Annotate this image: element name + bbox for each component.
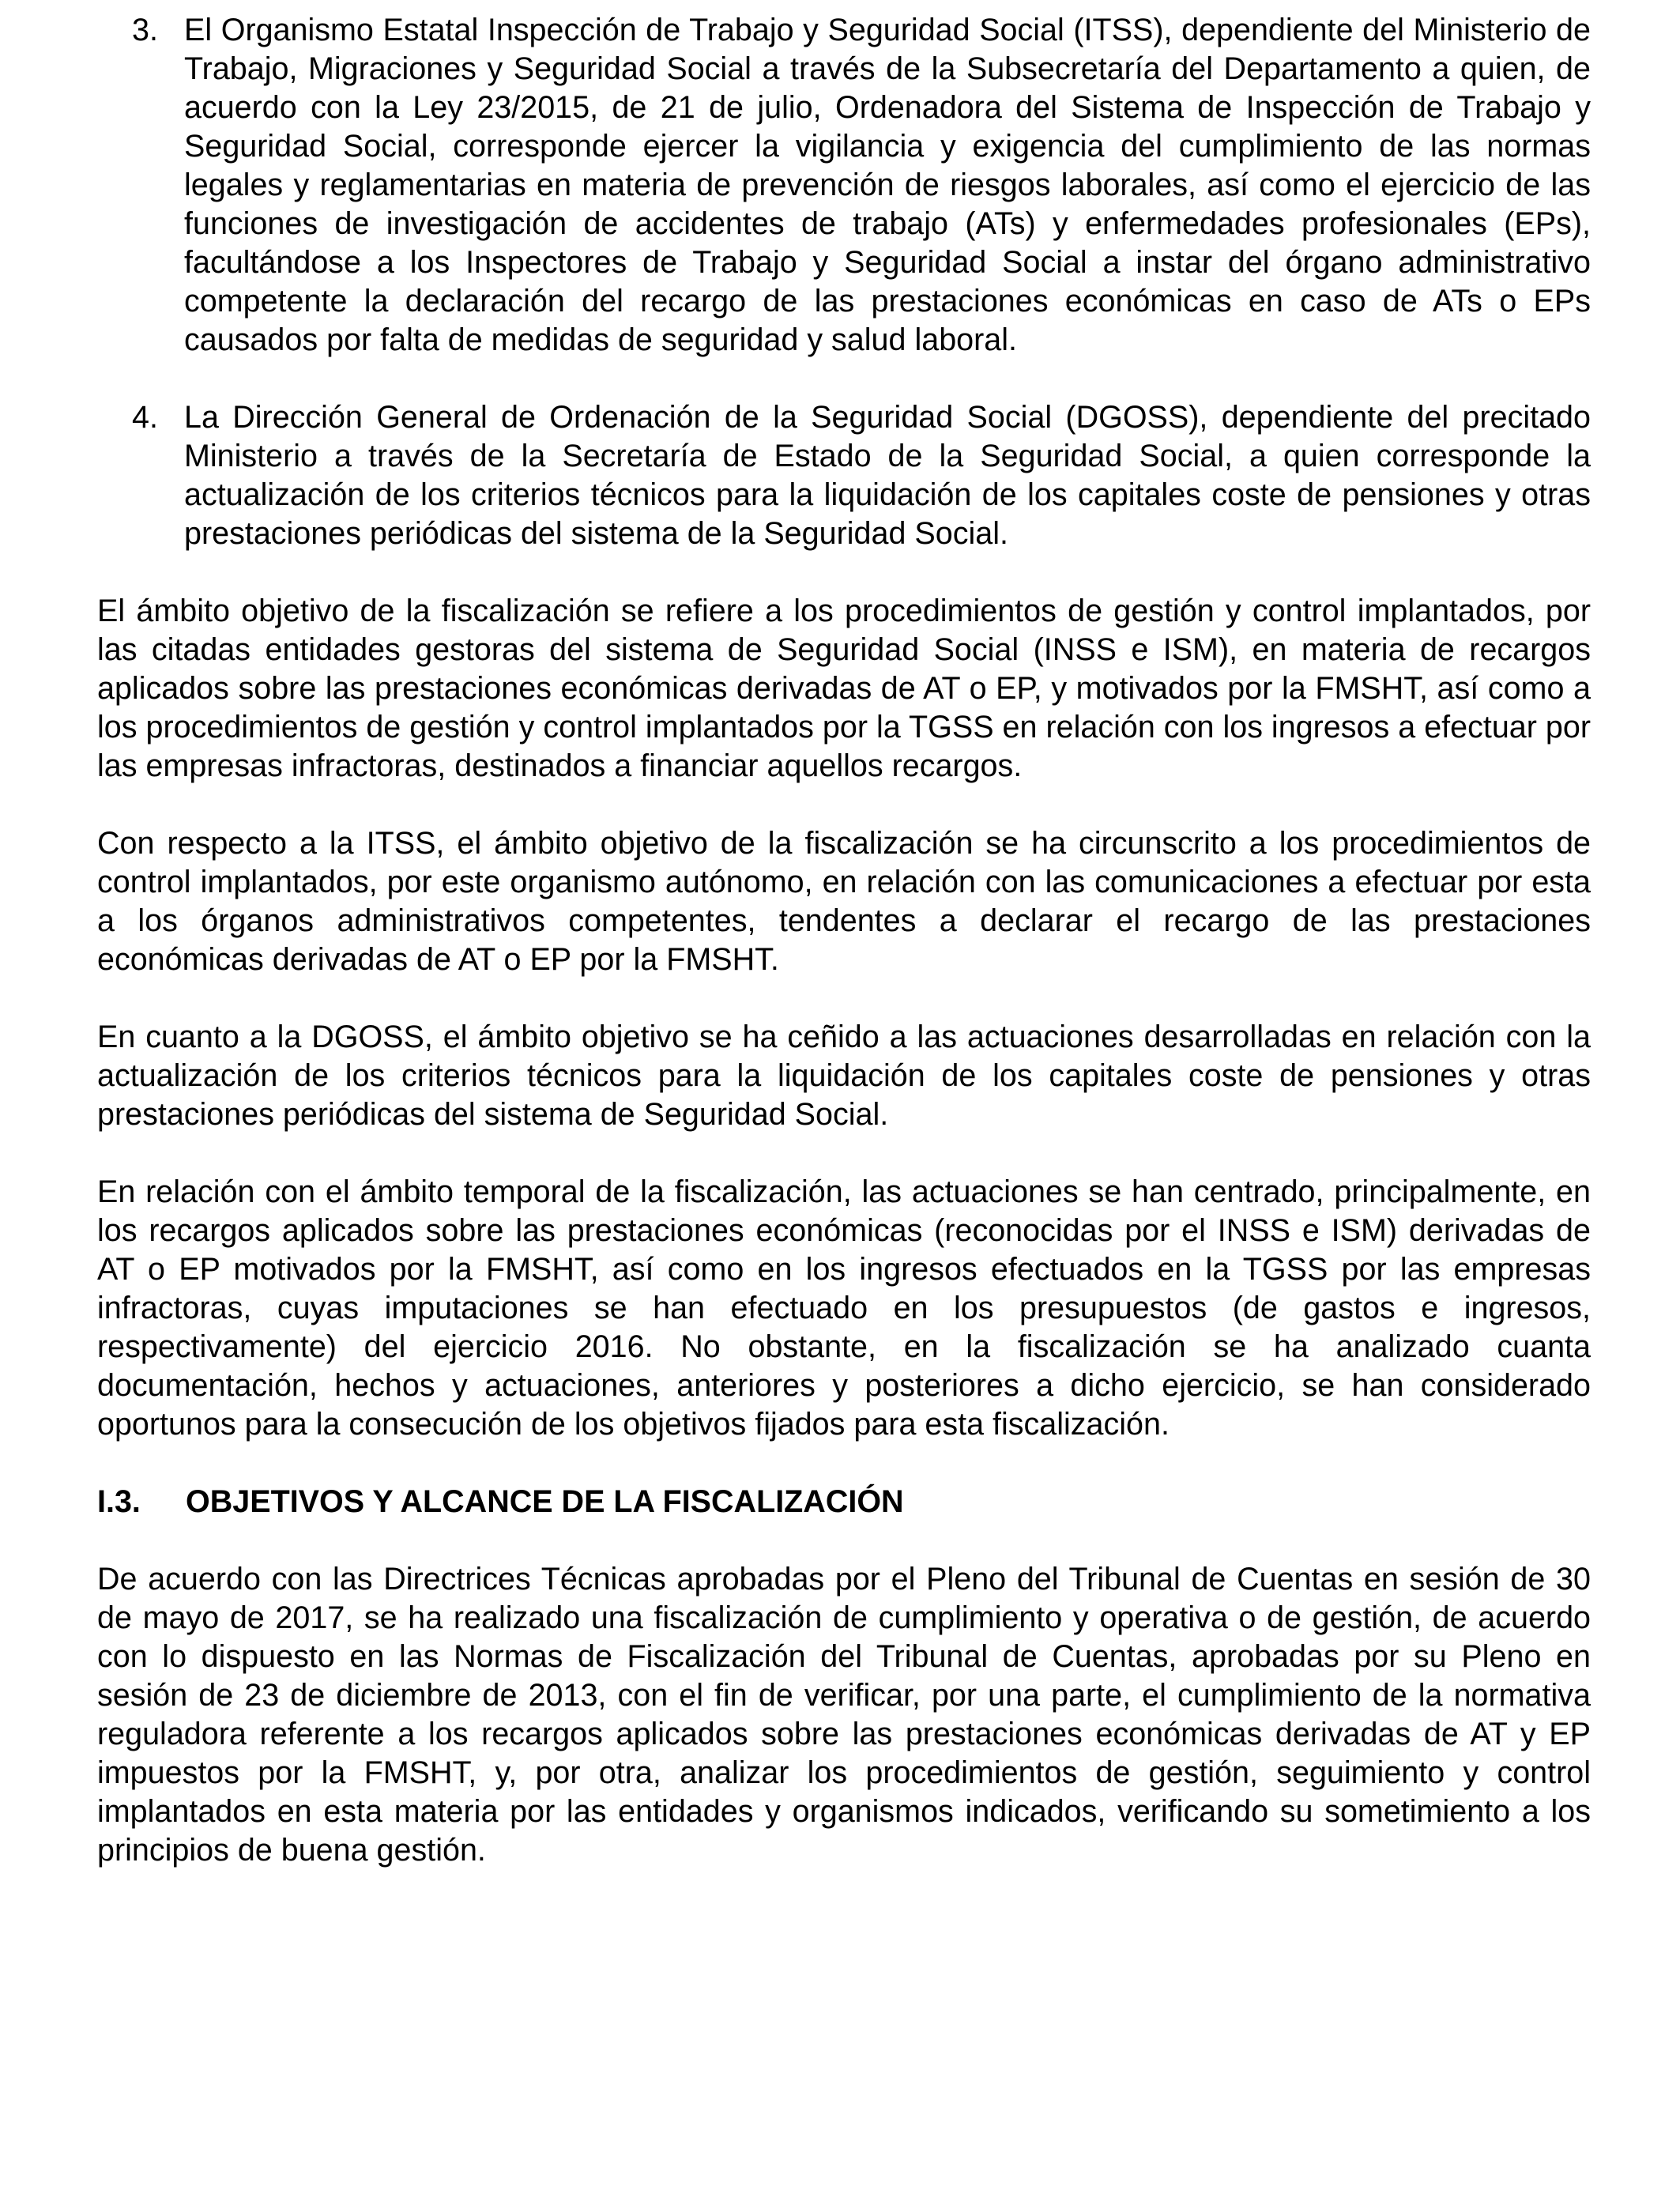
list-item-number: 3. [132, 13, 158, 47]
section-title: OBJETIVOS Y ALCANCE DE LA FISCALIZACIÓN [186, 1484, 904, 1519]
section-number: I.3. [97, 1484, 141, 1519]
list-item [97, 398, 1591, 553]
paragraph-scope-objective: El ámbito objetivo de la fiscalización se refiere a los procedimientos de gestión y control implantados, por las citadas entidades gestoras del sistema de Seguridad Social (INSS e ISM), en materia de recargos aplicados sobre las prestaciones económicas derivadas de AT o EP, y motivados por la FMSHT, así como a los procedimientos de gestión y control implantados por la TGSS en relación con los ingresos a efectuar por las empresas infractoras, destinados a financiar aquellos recargos. [97, 594, 1591, 783]
paragraph-scope-dgoss: En cuanto a la DGOSS, el ámbito objetivo se ha ceñido a las actuaciones desarrolladas en relación con la actualización de los criterios técnicos para la liquidación de los capitales coste de pensiones y otras prestaciones periódicas del sistema de Seguridad Social. [97, 1020, 1591, 1132]
list-item-text: El Organismo Estatal Inspección de Trabajo y Seguridad Social (ITSS), dependiente del Ministerio de Trabajo, Migraciones y Seguridad Social a través de la Subsecretaría del Departamento a quien, de acuerdo con la Ley 23/2015, de 21 de julio, Ordenadora del Sistema de Inspección de Trabajo y Seguridad Social, corresponde ejercer la vigilancia y exigencia del cumplimiento de las normas legales y reglamentarias en materia de prevención de riesgos laborales, así como el ejercicio de las funciones de investigación de accidentes de trabajo (ATs) y enfermedades profesionales (EPs), facultándose a los Inspectores de Trabajo y Seguridad Social a instar del órgano administrativo competente la declaración del recargo de las prestaciones económicas en caso de ATs o EPs causados por falta de medidas de seguridad y salud laboral. [184, 13, 1591, 357]
list-item [97, 11, 1591, 360]
list-item-number: 4. [132, 400, 158, 435]
paragraph-objectives: De acuerdo con las Directrices Técnicas aprobadas por el Pleno del Tribunal de Cuentas en sesión de 30 de mayo de 2017, se ha realizado una fiscalización de cumplimiento y operativa o de gestión, de acuerdo con lo dispuesto en las Normas de Fiscalización del Tribunal de Cuentas, aprobadas por su Pleno en sesión de 23 de diciembre de 2013, con el fin de verificar, por una parte, el cumplimiento de la normativa reguladora referente a los recargos aplicados sobre las prestaciones económicas derivadas de AT y EP impuestos por la FMSHT, y, por otra, analizar los procedimientos de gestión, seguimiento y control implantados en esta materia por las entidades y organismos indicados, verificando su sometimiento a los principios de buena gestión. [97, 1562, 1591, 1868]
list-item-text: La Dirección General de Ordenación de la Seguridad Social (DGOSS), dependiente del precitado Ministerio a través de la Secretaría de Estado de la Seguridad Social, a quien corresponde la actualización de los criterios técnicos para la liquidación de los capitales coste de pensiones y otras prestaciones periódicas del sistema de la Seguridad Social. [184, 400, 1591, 551]
paragraph-scope-itss: Con respecto a la ITSS, el ámbito objetivo de la fiscalización se ha circunscrito a los procedimientos de control implantados, por este organismo autónomo, en relación con las comunicaciones a efectuar por esta a los órganos administrativos competentes, tendentes a declarar el recargo de las prestaciones económicas derivadas de AT o EP por la FMSHT. [97, 826, 1591, 977]
document-page [97, 11, 1591, 1909]
paragraph-scope-temporal: En relación con el ámbito temporal de la fiscalización, las actuaciones se han centrado, principalmente, en los recargos aplicados sobre las prestaciones económicas (reconocidas por el INSS e ISM) derivadas de AT o EP motivados por la FMSHT, así como en los ingresos efectuados en la TGSS por las empresas infractoras, cuyas imputaciones se han efectuado en los presupuestos (de gastos e ingresos, respectivamente) del ejercicio 2016. No obstante, en la fiscalización se ha analizado cuanta documentación, hechos y actuaciones, anteriores y posteriores a dicho ejercicio, se han considerado oportunos para la consecución de los objetivos fijados para esta fiscalización. [97, 1174, 1591, 1442]
section-heading [97, 1483, 1591, 1521]
numbered-list [97, 11, 1591, 553]
